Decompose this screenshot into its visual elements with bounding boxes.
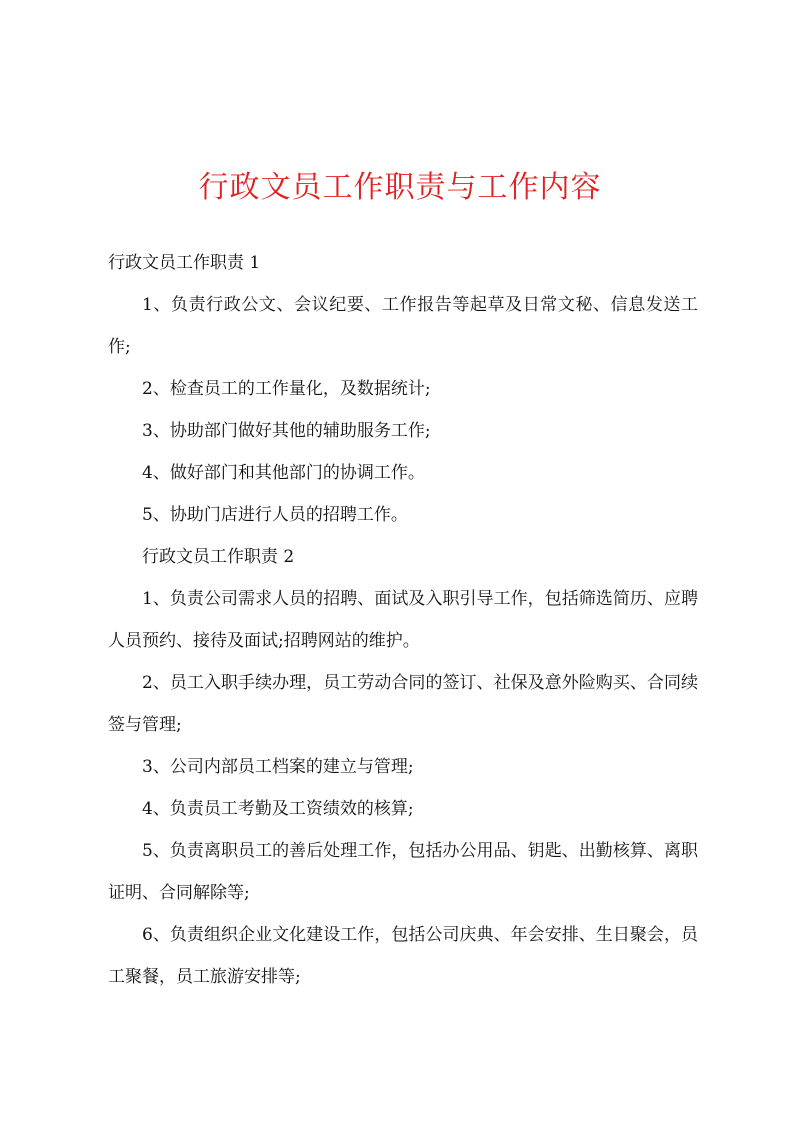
document-body — [108, 242, 698, 998]
section-1-item-3: 3、协助部门做好其他的辅助服务工作; — [142, 421, 431, 441]
section-2-item-4: 4、负责员工考勤及工资绩效的核算; — [142, 799, 414, 819]
section-heading-1: 行政文员工作职责 1 — [108, 253, 261, 273]
section-2-item-5: 5、负责离职员工的善后处理工作，包括办公用品、钥匙、出勤核算、离职证明、合同解除等; — [108, 841, 698, 903]
section-1-item-2: 2、检查员工的工作量化，及数据统计; — [142, 379, 431, 399]
section-heading-2: 行政文员工作职责 2 — [142, 547, 295, 567]
section-2-item-6: 6、负责组织企业文化建设工作，包括公司庆典、年会安排、生日聚会，员工聚餐，员工旅游安排等; — [108, 925, 698, 987]
section-2-item-1: 1、负责公司需求人员的招聘、面试及入职引导工作，包括筛选简历、应聘人员预约、接待及面试;招聘网站的维护。 — [108, 589, 698, 651]
document-title: 行政文员工作职责与工作内容 — [198, 170, 602, 205]
section-1-item-4: 4、做好部门和其他部门的协调工作。 — [142, 463, 425, 483]
section-2-item-2: 2、员工入职手续办理，员工劳动合同的签订、社保及意外险购买、合同续签与管理; — [108, 673, 698, 735]
section-1-item-1: 1、负责行政公文、会议纪要、工作报告等起草及日常文秘、信息发送工作; — [108, 295, 698, 357]
section-1-item-5: 5、协助门店进行人员的招聘工作。 — [142, 505, 408, 525]
section-2-item-3: 3、公司内部员工档案的建立与管理; — [142, 757, 414, 777]
